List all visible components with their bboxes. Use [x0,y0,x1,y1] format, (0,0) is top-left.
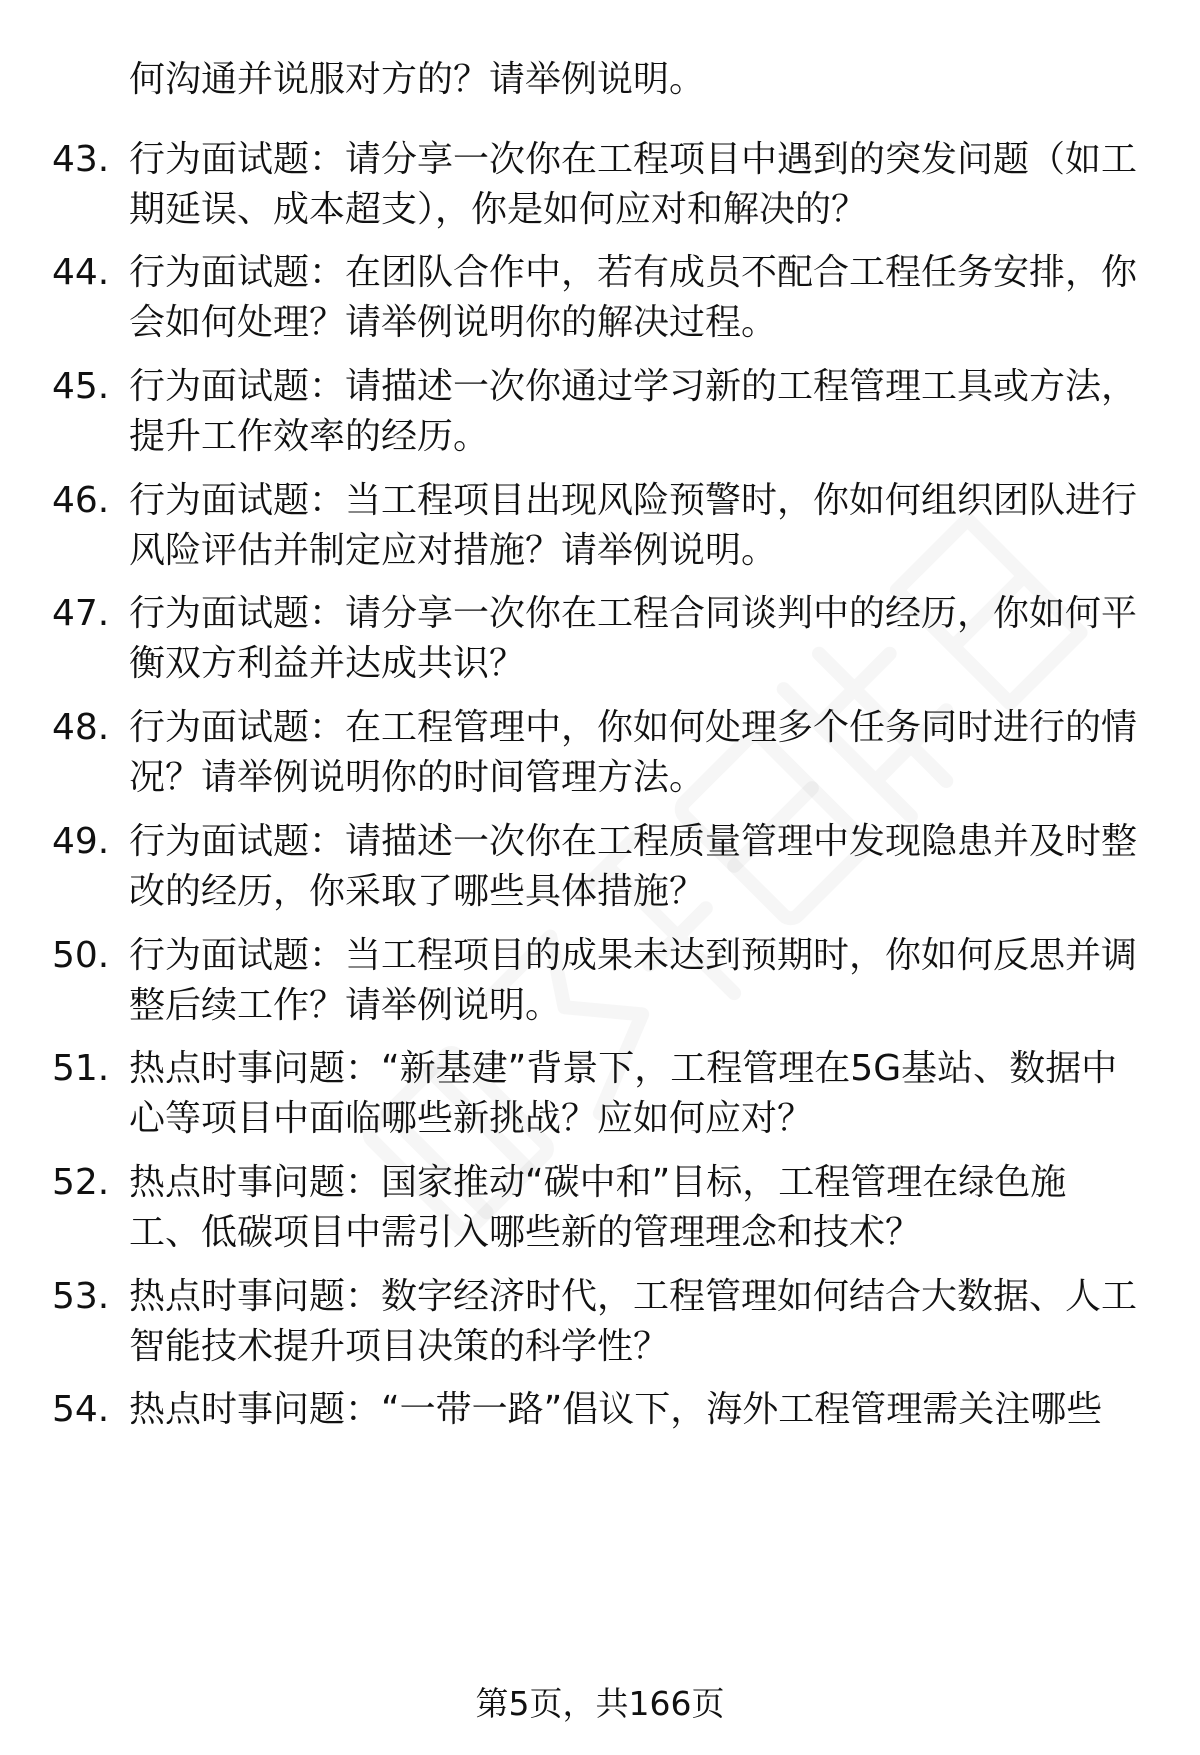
item-number: 43. [52,139,110,180]
item-text-line: 风险评估并制定应对措施？请举例说明。 [129,530,778,571]
item-text-line: 热点时事问题：“新基建”背景下，工程管理在5G基站、数据中 [129,1048,1118,1089]
item-text-line: 行为面试题：请描述一次你在工程质量管理中发现隐患并及时整 [129,821,1138,862]
item-text-line: 行为面试题：请分享一次你在工程合同谈判中的经历，你如何平 [129,593,1138,634]
item-text-line: 智能技术提升项目决策的科学性？ [129,1326,670,1367]
page-footer: 第5页，共166页 [475,1684,725,1723]
item-text-line: 提升工作效率的经历。 [129,416,490,457]
item-number: 47. [52,593,110,634]
item-text-line: 行为面试题：在团队合作中，若有成员不配合工程任务安排，你 [129,252,1138,293]
item-text-line: 行为面试题：请分享一次你在工程项目中遇到的突发问题（如工 [129,139,1138,180]
continuation-text: 何沟通并说服对方的？请举例说明。 [129,59,706,100]
item-number: 52. [52,1162,110,1203]
item-text-line: 会如何处理？请举例说明你的解决过程。 [129,302,778,343]
item-text-line: 况？请举例说明你的时间管理方法。 [129,757,706,798]
item-text-line: 整后续工作？请举例说明。 [129,985,562,1026]
item-number: 54. [52,1389,110,1430]
item-text-line: 改的经历，你采取了哪些具体措施？ [129,871,706,912]
item-number: 51. [52,1048,110,1089]
item-number: 44. [52,252,110,293]
item-text-line: 行为面试题：在工程管理中，你如何处理多个任务同时进行的情 [129,707,1138,748]
item-text-line: 热点时事问题：数字经济时代，工程管理如何结合大数据、人工 [129,1276,1138,1317]
item-text-line: 衡双方利益并达成共识？ [129,643,526,684]
item-text-line: 热点时事问题：“一带一路”倡议下，海外工程管理需关注哪些 [129,1389,1103,1430]
item-text-line: 期延误、成本超支），你是如何应对和解决的？ [129,189,868,230]
item-text-line: 热点时事问题：国家推动“碳中和”目标，工程管理在绿色施 [129,1162,1067,1203]
item-number: 49. [52,821,110,862]
item-text-line: 行为面试题：当工程项目的成果未达到预期时，你如何反思并调 [129,935,1138,976]
item-number: 46. [52,480,110,521]
item-text-line: 行为面试题：请描述一次你通过学习新的工程管理工具或方法， [129,366,1138,407]
item-number: 50. [52,935,110,976]
item-text-line: 心等项目中面临哪些新挑战？应如何应对？ [129,1098,814,1139]
item-text-line: 工、低碳项目中需引入哪些新的管理理念和技术？ [129,1212,922,1253]
item-text-line: 行为面试题：当工程项目出现风险预警时，你如何组织团队进行 [129,480,1138,521]
item-number: 48. [52,707,110,748]
item-number: 53. [52,1276,110,1317]
item-number: 45. [52,366,110,407]
